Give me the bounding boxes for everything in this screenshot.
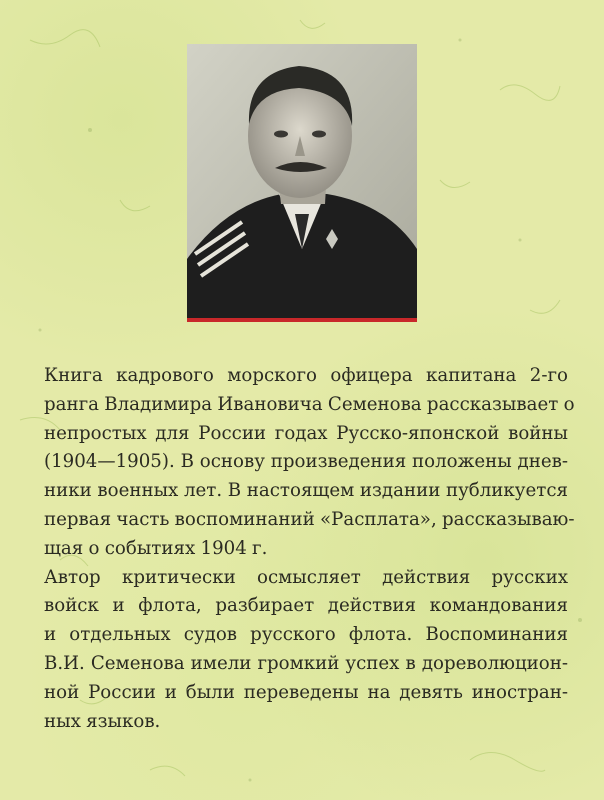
text-line: ных языков.: [44, 710, 161, 732]
text-line: ной России и были переведены на девять иностран-: [44, 681, 568, 703]
text-line: ранга Владимира Ивановича Семенова рассказывает о: [44, 393, 575, 415]
text-line: и отдельных судов русского флота. Воспоминания: [44, 624, 568, 646]
text-line: первая часть воспоминаний «Расплата», рассказываю-: [44, 508, 575, 530]
text-line: ники военных лет. В настоящем издании публикуется: [44, 480, 568, 502]
text-line: войск и флота, разбирает действия командования: [44, 595, 568, 617]
author-portrait: [187, 44, 417, 322]
text-line: Книга кадрового морского офицера капитана 2-го: [44, 365, 568, 386]
text-line: (1904—1905). В основу произведения положены днев-: [44, 451, 568, 473]
text-line: В.И. Семенова имели громкий успех в дореволюцион-: [44, 652, 568, 674]
portrait-photo: [187, 44, 417, 318]
description-paragraph-1: [44, 362, 575, 564]
text-line: щая о событиях 1904 г.: [44, 537, 268, 559]
description-paragraph-2: [44, 564, 568, 737]
book-description: [44, 362, 575, 736]
text-line: непростых для России годах Русско-японской войны: [44, 422, 568, 444]
text-line: Автор критически осмысляет действия русских: [44, 566, 568, 588]
